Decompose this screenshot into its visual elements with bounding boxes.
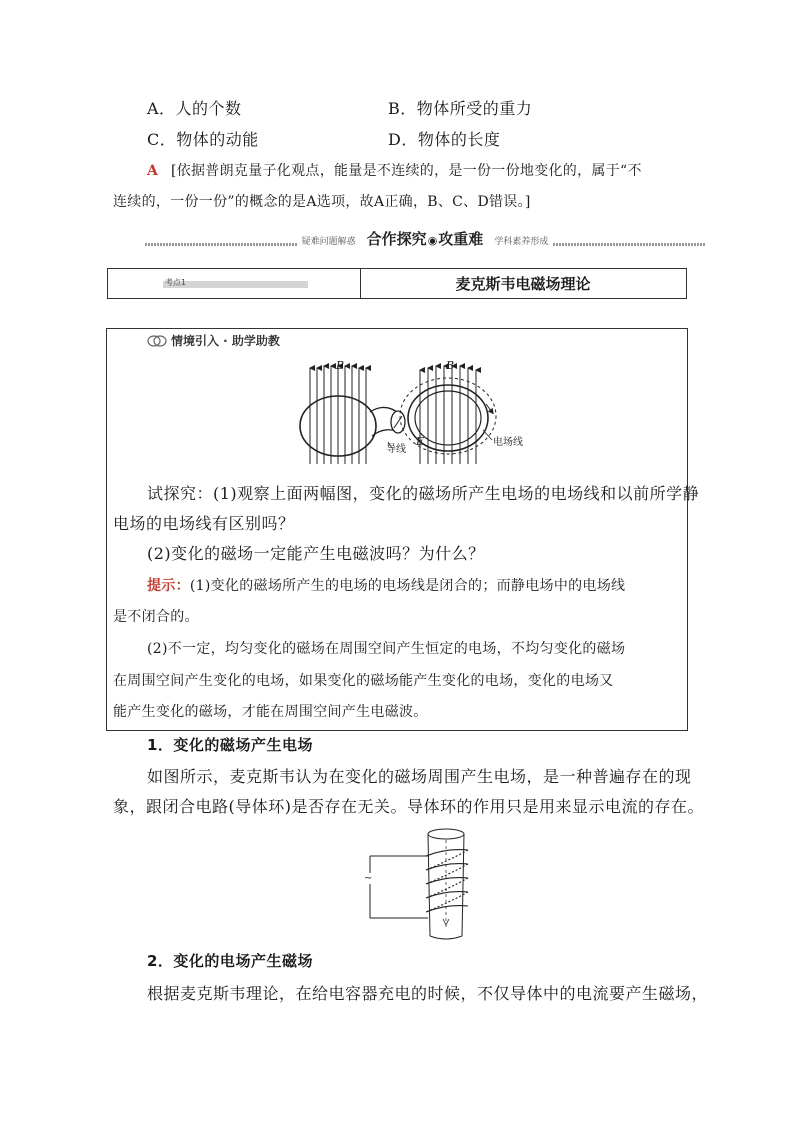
- scene-icon: [147, 334, 167, 348]
- label-e: E: [416, 435, 425, 448]
- banner-separator-icon: ◉: [427, 234, 438, 247]
- hint-label: 提示：: [147, 578, 190, 594]
- option-a: A．人的个数: [147, 99, 242, 118]
- answer-line-2: 连续的，一份一份”的概念的是A选项，故A正确，B、C、D错误。]: [113, 194, 531, 210]
- section-2-heading: 2．变化的电场产生磁场: [147, 952, 313, 970]
- hint-1-line-1: [147, 571, 625, 601]
- cylinder-top: [428, 829, 464, 839]
- section-banner: [145, 228, 705, 248]
- label-field-line: 电场线: [493, 437, 523, 448]
- right-ring-dashed: [400, 378, 496, 454]
- option-c: C．物体的动能: [147, 130, 259, 149]
- section-1-line-2: 象，跟闭合电路(导体环)是否存在无关。导体环的作用只是用来显示电流的存在。: [113, 797, 704, 816]
- scene-header-text: 情境引入 · 助学助教: [171, 334, 280, 348]
- hint-2-line-1: (2)不一定，均匀变化的磁场在周围空间产生恒定的电场，不均匀变化的磁场: [147, 641, 626, 657]
- left-field-lines: [310, 366, 366, 464]
- banner-main-right: 攻重难: [438, 230, 484, 248]
- option-d: D．物体的长度: [388, 130, 501, 149]
- topic-box: [107, 268, 687, 299]
- hint-1-line-2: 是不闭合的。: [113, 609, 199, 625]
- hint-1-text: (1)变化的磁场所产生的电场的电场线是闭合的；而静电场中的电场线: [189, 578, 626, 594]
- banner-main-left: 合作探究: [366, 230, 427, 248]
- hint-2-line-2: 在周围空间产生变化的电场，如果变化的磁场能产生变化的电场，变化的电场又: [113, 673, 614, 689]
- section-1-line-1: 如图所示，麦克斯韦认为在变化的磁场周围产生电场，是一种普遍存在的现: [147, 767, 692, 786]
- banner-right-text: 学科素养形成: [494, 237, 549, 247]
- section-2-line-1: 根据麦克斯韦理论，在给电容器充电的时候，不仅导体中的电流要产生磁场，: [147, 984, 709, 1003]
- hint-2-line-3: 能产生变化的磁场，才能在周围空间产生电磁波。: [113, 704, 428, 720]
- right-ring-inner: [415, 391, 481, 445]
- ac-source-icon: ~: [364, 873, 373, 884]
- section-1-heading: 1．变化的磁场产生电场: [147, 736, 313, 754]
- coil-diagram: [360, 826, 480, 942]
- topic-title: 麦克斯韦电磁场理论: [455, 275, 591, 293]
- label-b-right: B: [446, 359, 455, 372]
- label-wire: 导线: [386, 444, 406, 455]
- answer-text-1: [依据普朗克量子化观点，能量是不连续的，是一份一份地变化的，属于“不: [170, 163, 642, 179]
- option-b: B．物体所受的重力: [388, 99, 533, 118]
- label-b-left: B: [336, 359, 345, 372]
- question-1-line-2: 电场的电场线有区别吗？: [113, 514, 295, 533]
- banner-left-text: 疑难问题解惑: [301, 237, 356, 247]
- answer-letter: A: [147, 163, 159, 179]
- question-1-line-1: 试探究：(1)观察上面两幅图，变化的磁场所产生电场的电场线和以前所学静: [147, 484, 700, 503]
- topic-tag: 考点1: [165, 278, 187, 287]
- question-2: (2)变化的磁场一定能产生电磁波吗？为什么？: [147, 544, 485, 563]
- coil-windings: [426, 850, 468, 912]
- scene-header: [147, 332, 280, 349]
- field-diagram: [280, 356, 550, 470]
- answer-line-1: [147, 160, 642, 180]
- right-field-lines: [420, 366, 476, 464]
